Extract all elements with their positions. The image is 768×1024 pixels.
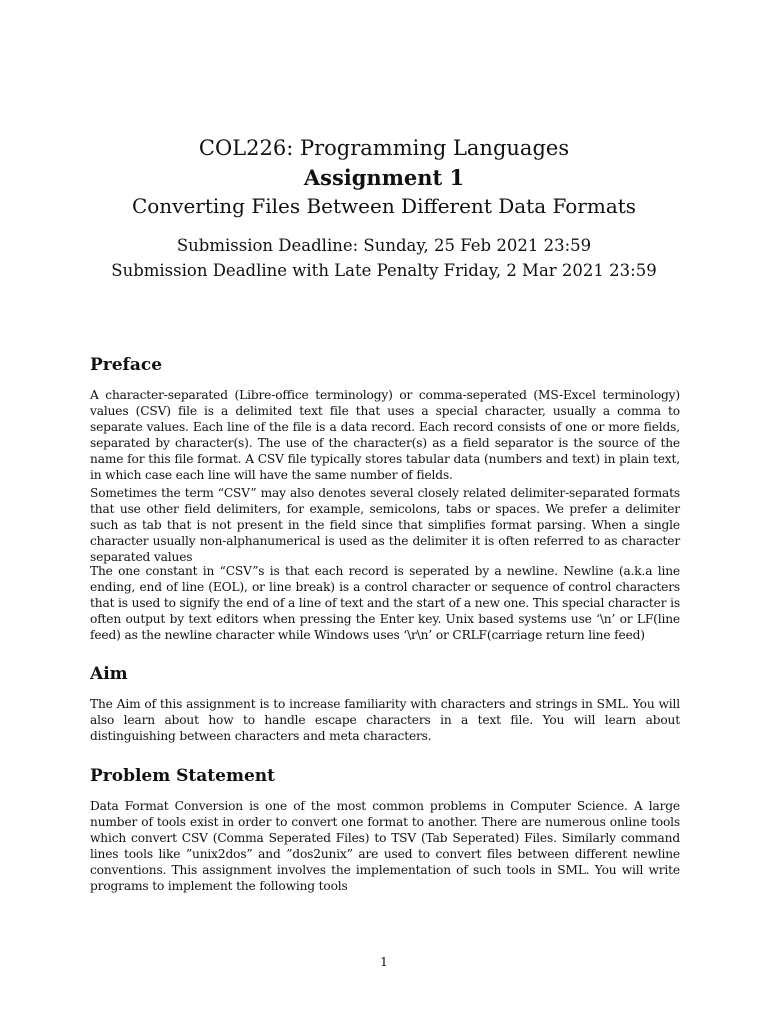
submission-deadline: Submission Deadline: Sunday, 25 Feb 2021 23:59	[176, 236, 592, 255]
preface-heading: Preface	[90, 355, 163, 375]
preface-paragraph-3: The one constant in “CSV”s is that each record is seperated by a newline. Newline (a.k.a line ending, end of line (EOL), or line break) is a control character or sequence of control characters that is used to signify the end of a line of text and the start of a new one. This special character is often output by text editors when pressing the Enter key. Unix based systems use ‘\n’ or LF(line feed) as the newline character while Windows uses ‘\r\n’ or CRLF(carriage return line feed)	[90, 564, 680, 642]
assignment-number: Assignment 1	[303, 165, 465, 190]
preface-paragraph-1: A character-separated (Libre-office terminology) or comma-seperated (MS-Excel terminology) values (CSV) file is a delimited text file that uses a special character, usually a comma to separate values. Each line of the file is a data record. Each record consists of one or more fields, separated by character(s). The use of the character(s) as a field separator is the source of the name for this file format. A CSV file typically stores tabular data (numbers and text) in plain text, in which case each line will have the same number of fields.	[90, 388, 680, 482]
problem-statement-heading: Problem Statement	[90, 766, 275, 786]
assignment-title: Converting Files Between Different Data Formats	[131, 194, 637, 218]
aim-paragraph: The Aim of this assignment is to increase familiarity with characters and strings in SML. You will also learn about how to handle escape characters in a text file. You will learn about distinguishing between characters and meta characters.	[90, 697, 680, 743]
aim-heading: Aim	[90, 664, 128, 684]
course-title: COL226: Programming Languages	[198, 136, 570, 160]
preface-paragraph-2: Sometimes the term “CSV” may also denotes several closely related delimiter-separated formats that use other field delimiters, for example, semicolons, tabs or spaces. We prefer a delimiter such as tab that is not present in the field since that simplifies format parsing. When a single character usually non-alphanumerical is used as the delimiter it is often referred to as character separated values	[90, 486, 680, 564]
late-submission-deadline: Submission Deadline with Late Penalty Friday, 2 Mar 2021 23:59	[111, 261, 657, 280]
page-number: 1	[380, 954, 388, 969]
problem-statement-paragraph: Data Format Conversion is one of the most common problems in Computer Science. A large number of tools exist in order to convert one format to another. There are numerous online tools which convert CSV (Comma Seperated Files) to TSV (Tab Seperated) Files. Similarly command lines tools like ”unix2dos” and ”dos2unix” are used to convert files between different newline conventions. This assignment involves the implementation of such tools in SML. You will write programs to implement the following tools	[90, 799, 680, 893]
